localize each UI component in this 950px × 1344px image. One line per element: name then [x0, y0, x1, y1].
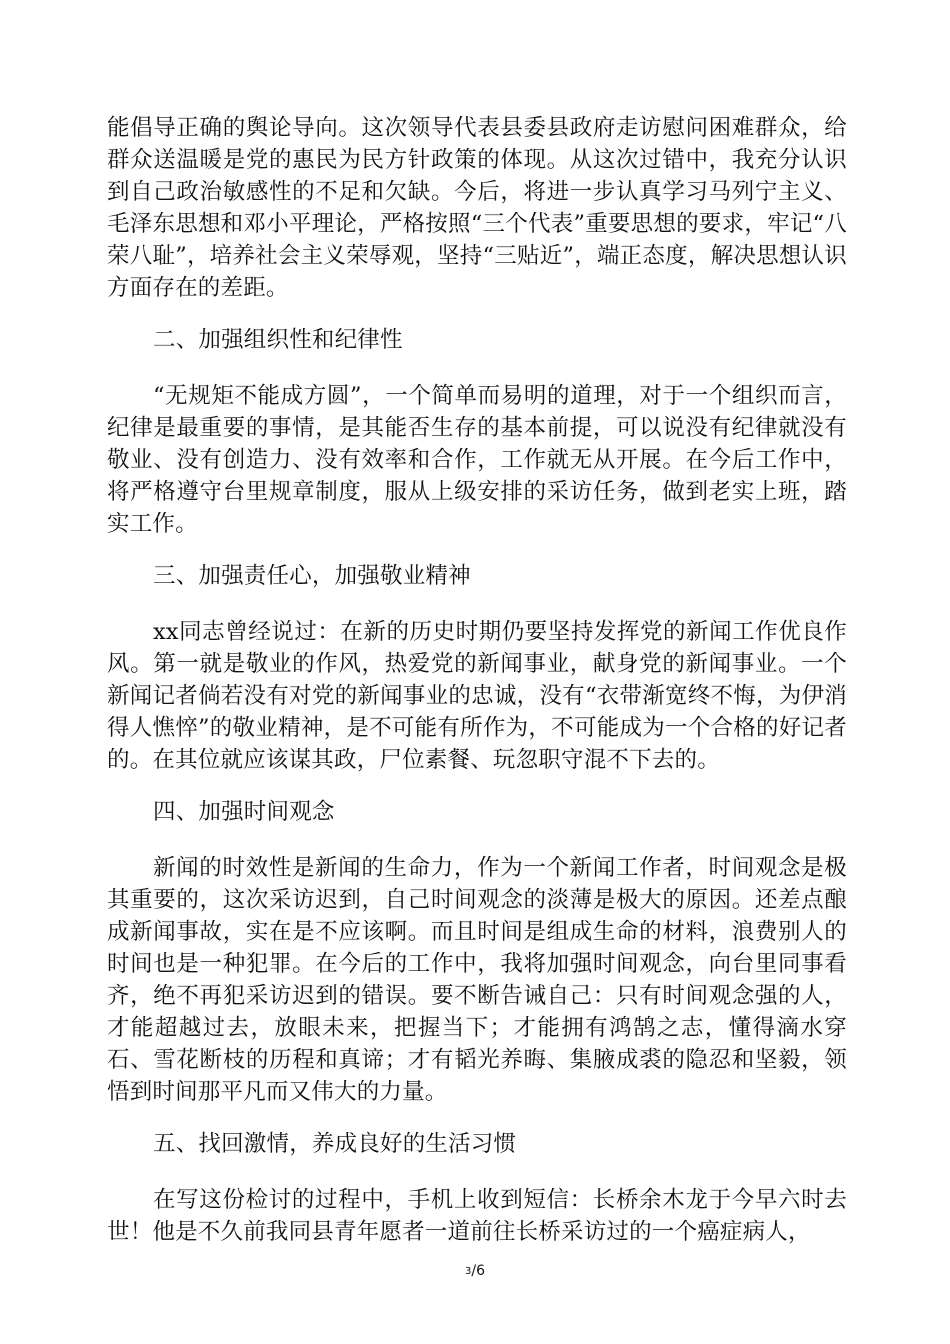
paragraph-2: “无规矩不能成方圆”，一个简单而易明的道理，对于一个组织而言，纪律是最重要的事情，是其能否生存的基本前提，可以说没有纪律就没有敬业、没有创造力、没有效率和合作，工作就无从开展。在今后工作中，将严格遵守台里规章制度，服从上级安排的采访任务，做到老实上班，踏实工作。: [107, 383, 847, 537]
section-heading-4: 四、加强时间观念: [153, 799, 335, 825]
paragraph-4: 新闻的时效性是新闻的生命力，作为一个新闻工作者，时间观念是极其重要的，这次采访迟到，自己时间观念的淡薄是极大的原因。还差点酿成新闻事故，实在是不应该啊。而且时间是组成生命的材料，浪费别人的时间也是一种犯罪。在今后的工作中，我将加强时间观念，向台里同事看齐，绝不再犯采访迟到的错误。要不断告诫自己：只有时间观念强的人，才能超越过去，放眼未来，把握当下；才能拥有鸿鹄之志，懂得滴水穿石、雪花断枝的历程和真谛；才有韬光养晦、集腋成裘的隐忍和坚毅，领悟到时间那平凡而又伟大的力量。: [107, 855, 847, 1105]
document-page: [107, 112, 847, 1248]
page-total: /6: [471, 1263, 485, 1279]
paragraph-3: xx同志曾经说过：在新的历史时期仍要坚持发挥党的新闻工作优良作风。第一就是敬业的作风，热爱党的新闻事业，献身党的新闻事业。一个新闻记者倘若没有对党的新闻事业的忠诚，没有“衣带渐宽终不悔，为伊消得人憔悴”的敬业精神，是不可能有所作为，不可能成为一个合格的好记者的。在其位就应该谋其政，尸位素餐、玩忽职守混不下去的。: [107, 619, 847, 773]
paragraph-1: 能倡导正确的舆论导向。这次领导代表县委县政府走访慰问困难群众，给群众送温暖是党的惠民为民方针政策的体现。从这次过错中，我充分认识到自己政治敏感性的不足和欠缺。今后，将进一步认真学习马列宁主义、毛泽东思想和邓小平理论，严格按照“三个代表”重要思想的要求，牢记“八荣八耻”，培养社会主义荣辱观，坚持“三贴近”，端正态度，解决思想认识方面存在的差距。: [107, 115, 847, 301]
paragraph-5: 在写这份检讨的过程中，手机上收到短信：长桥余木龙于今早六时去世！他是不久前我同县青年愿者一道前往长桥采访过的一个癌症病人，: [107, 1187, 847, 1245]
page-number: [0, 1263, 950, 1279]
section-heading-2: 二、加强组织性和纪律性: [153, 327, 403, 353]
page-current: 3: [465, 1266, 472, 1277]
section-heading-3: 三、加强责任心，加强敬业精神: [153, 563, 471, 589]
section-heading-5: 五、找回激情，养成良好的生活习惯: [153, 1131, 517, 1157]
